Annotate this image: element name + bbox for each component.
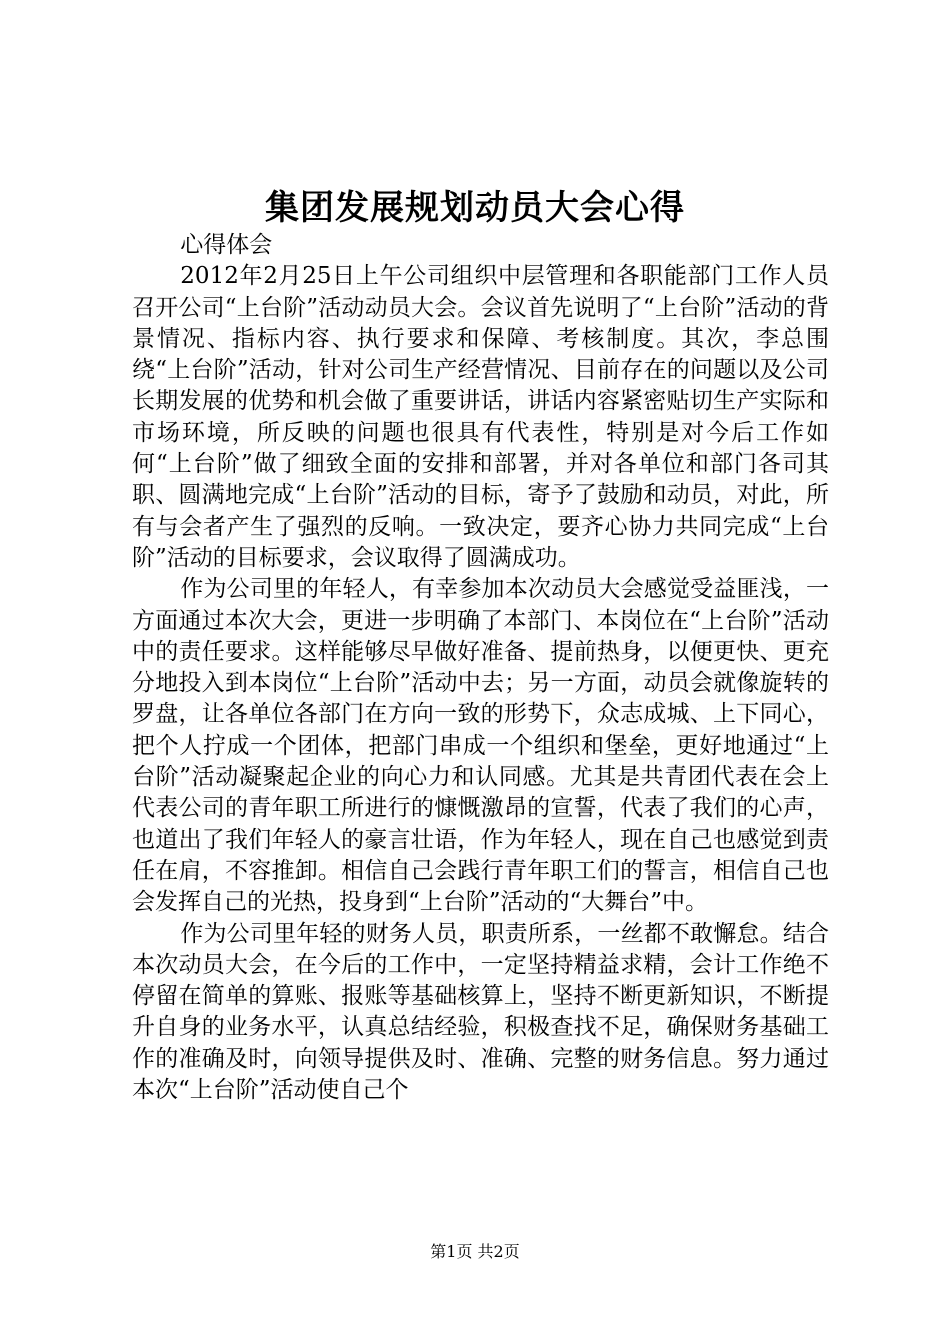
paragraph-meeting-summary: 2012年2月25日上午公司组织中层管理和各职能部门工作人员召开公司“上台阶”活动动员大会。会议首先说明了“上台阶”活动的背景情况、指标内容、执行要求和保障、考核制度。其次，李总围绕“上台阶”活动，针对公司生产经营情况、目前存在的问题以及公司长期发展的优势和机会做了重要讲话，讲话内容紧密贴切生产实际和市场环境，所反映的问题也很具有代表性，特别是对今后工作如何“上台阶”做了细致全面的安排和部署，并对各单位和部门各司其职、圆满地完成“上台阶”活动的目标，寄予了鼓励和动员，对此，所有与会者产生了强烈的反响。一致决定，要齐心协力共同完成“上台阶”活动的目标要求，会议取得了圆满成功。 [132,263,829,571]
paragraph-young-staff: 作为公司里的年轻人，有幸参加本次动员大会感觉受益匪浅，一方面通过本次大会，更进一步明确了本部门、本岗位在“上台阶”活动中的责任要求。这样能够尽早做好准备、提前热身，以便更快、更充分地投入到本岗位“上台阶”活动中去；另一方面，动员会就像旋转的罗盘，让各单位各部门在方向一致的形势下，众志成城、上下同心，把个人拧成一个团体，把部门串成一个组织和堡垒，更好地通过“上台阶”活动凝聚起企业的向心力和认同感。尤其是共青团代表在会上代表公司的青年职工所进行的慷慨激昂的宣誓，代表了我们的心声，也道出了我们年轻人的豪言壮语，作为年轻人，现在自己也感觉到责任在肩，不容推卸。相信自己会践行青年职工们的誓言，相信自己也会发挥自己的光热，投身到“上台阶”活动的“大舞台”中。 [132,576,829,916]
document-body [132,230,829,1106]
document-title: 集团发展规划动员大会心得 [265,188,685,228]
page-footer: 第1页 共2页 [430,1242,520,1261]
paragraph-heading: 心得体会 [180,232,273,258]
paragraph-finance-staff: 作为公司里年轻的财务人员，职责所系，一丝都不敢懈怠。结合本次动员大会，在今后的工作中，一定坚持精益求精，会计工作绝不停留在简单的算账、报账等基础核算上，坚持不断更新知识，不断提升自身的业务水平，认真总结经验，积极查找不足，确保财务基础工作的准确及时，向领导提供及时、准确、完整的财务信息。努力通过本次“上台阶”活动使自己个 [132,920,829,1104]
